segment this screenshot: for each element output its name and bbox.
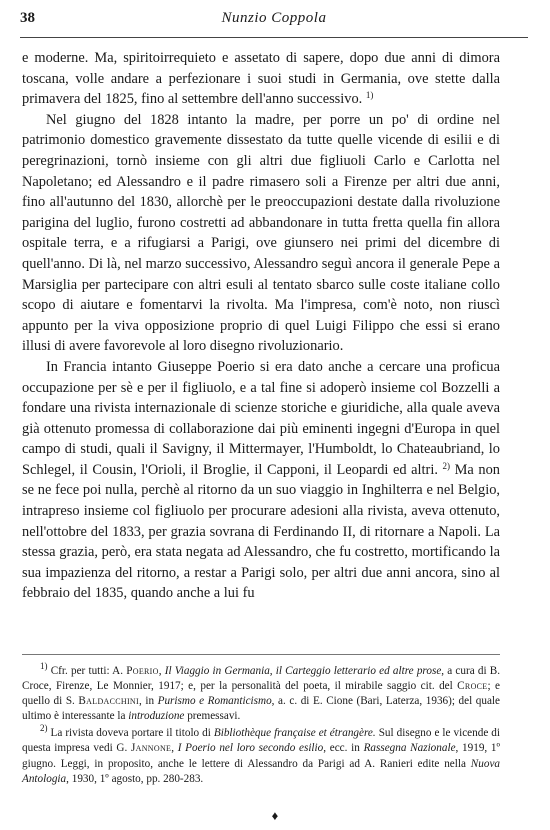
- footnote-rule: [22, 654, 500, 655]
- footnote-ref-1: 1): [365, 90, 374, 101]
- paragraph-3: In Francia intanto Giuseppe Poerio si era dato anche a cercare una proficua occupazione per sè e per il figliuolo, e a tal fine si adoperò insieme col Bozzelli a fondare una rivista internazionale di scienze storiche e giuridiche, alla quale aveva già ottenuto promessa di collaborazione dai più eminenti ingegni d'Europa in quel campo di studi, quali il Savigny, il Mittermayer, l'Humboldt, lo Chateaubriand, lo Schlegel, il Cousin, l'Orioli, il Broglie, il Capponi, il Leopardi ed altri. $^{2)}$ Ma non se ne fece poi nulla, perchè al ritorno da un suo viaggio in Inghilterra e nel Belgio, intrapreso insieme col figliuolo per procurare adesioni alla rivista, aveva ottenuto, nell'ottobre del 1833, per grazia sovrana di Ferdinando II, di ritornare a Napoli. La stessa grazia, però, era stata negata ad Alessandro, che fu costretto, mortificando la sua impazienza del ritorno, a restar a Parigi solo, per altri due anni ancora, sino al febbraio del 1835, quando anche a lui fu: [22, 358, 500, 602]
- paragraph-2: Nel giugno del 1828 intanto la madre, per porre un po' di ordine nel patrimonio domestico gravemente dissestato da tutte quelle vicende di esilii e di peregrinazioni, tornò insieme con gli altri due figliuoli Carlo e Carlotta nel Napoletano; ed Alessandro e il padre rimasero soli a Firenze per altri due anni, fino all'autunno del 1830, allorchè per le preoccupazioni destate dalla rivoluzione parigina del luglio, furono costretti ad abbandonare in tutta fretta quella fin allora ospitale terra, e a rifugiarsi a Parigi, ove giunsero nei primi del dicembre di quell'anno. Di là, nel marzo successivo, Alessandro seguì ancora il generale Pepe a Marsiglia per partecipare con altri esuli al tentato sbarco sulle coste italiane collo scopo di aiutare e fomentarvi la rivolta. Ma l'impresa, com'è noto, non riuscì appunto per la viva opposizione proprio di quel Luigi Filippo che essi si erano illusi di avere favorevole al loro disegno rivoluzionario.: [22, 111, 500, 355]
- running-head: Nunzio Coppola: [221, 10, 327, 26]
- page-header: [20, 10, 528, 34]
- header-rule: [20, 37, 528, 38]
- footnote-1: $^{1)}$ Cfr. per tutti: A. Poerio, Il Viaggio in Germania, il Carteggio letterario ed altre prose, a cura di B. Croce, Firenze, Le Monnier, 1917; e, per la personalità del poeta, il mirabile saggio cit. del Croce; e quello di S. Baldacchini, in Purismo e Romanticismo, a. c. di E. Cione (Bari, Laterza, 1936); del quale ultimo è interessante la introduzione premessavi.: [22, 661, 501, 723]
- ornament-icon: ♦: [271, 808, 279, 823]
- page-number: 38: [20, 10, 35, 26]
- footnote-2: $^{2)}$ La rivista doveva portare il titolo di Bibliothèque française et étrangère. Sul disegno e le vicende di questa impresa vedi G. Jannone, I Poerio nel loro secondo esilio, ecc. in Rassegna Nazionale, 1919, 1º giugno. Leggi, in proposito, anche le lettere di Alessandro da Parigi ad A. Ranieri edite nella Nuova Antologia, 1930, 1º agosto, pp. 280-283.: [22, 723, 501, 785]
- footnote-ref-2: 2): [442, 460, 451, 471]
- footnotes: [22, 661, 501, 787]
- paragraph-1: e moderne. Ma, spiritoirrequieto e assetato di sapere, dopo due anni di dimora toscana, volle andare a perfezionare i suoi studi in Germania, ove stette dalla primavera del 1825, fino al settembre dell'anno successivo. $^{1)}$: [22, 50, 500, 108]
- main-text: [22, 48, 500, 604]
